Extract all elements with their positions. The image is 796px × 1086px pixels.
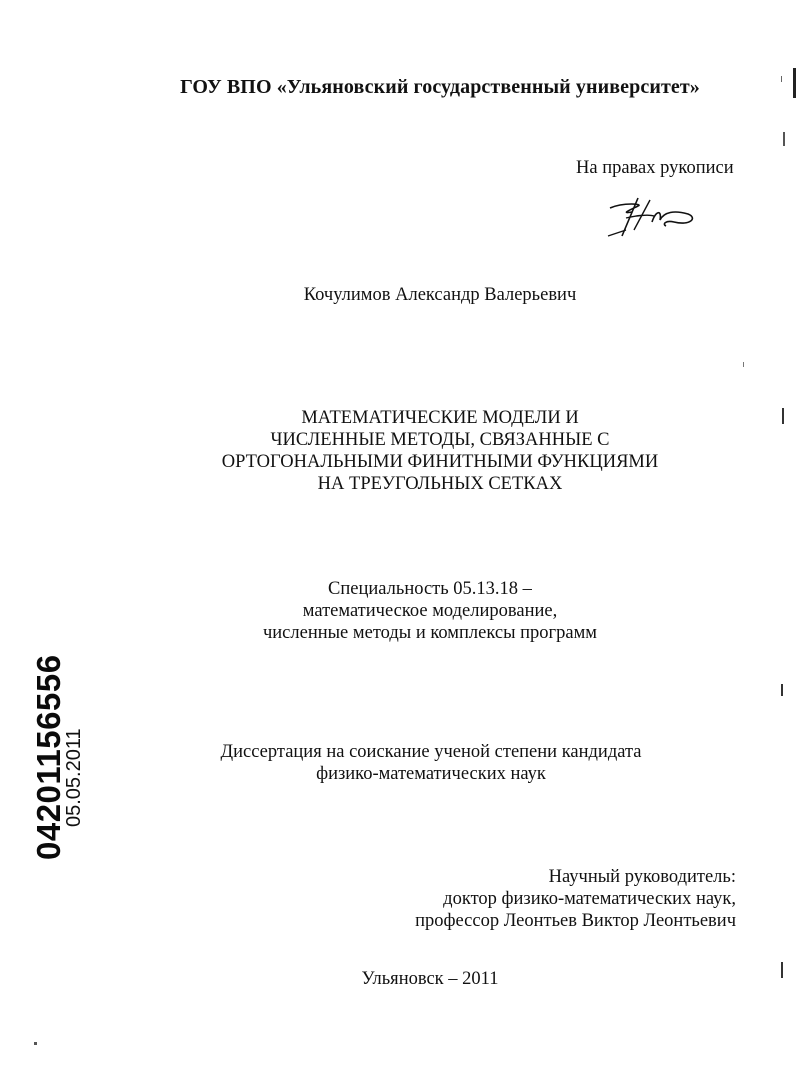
- scan-artifact: [782, 408, 784, 424]
- title-line: ОРТОГОНАЛЬНЫМИ ФИНИТНЫМИ ФУНКЦИЯМИ: [221, 452, 659, 472]
- degree-line: Диссертация на соискание ученой степени кандидата: [220, 742, 642, 762]
- supervisor-name: профессор Леонтьев Виктор Леонтьевич: [415, 911, 736, 931]
- degree-statement: [0, 741, 796, 785]
- author-name: Кочулимов Александр Валерьевич: [303, 285, 577, 305]
- supervisor-label: Научный руководитель:: [548, 867, 736, 887]
- city-year: Ульяновск – 2011: [361, 969, 499, 989]
- specialty-line: Специальность 05.13.18 –: [328, 579, 532, 599]
- scan-artifact: [781, 76, 782, 82]
- rights-note: На правах рукописи: [576, 158, 734, 178]
- scan-artifact: [783, 132, 785, 146]
- library-stamp-date: 05.05.2011: [63, 728, 85, 827]
- specialty: [0, 578, 796, 644]
- scan-artifact: [743, 362, 744, 367]
- library-stamp-number: 04201156556: [30, 654, 67, 860]
- specialty-line: математическое моделирование,: [302, 601, 558, 621]
- scan-artifact: [34, 1042, 37, 1045]
- specialty-line: численные методы и комплексы программ: [262, 623, 598, 643]
- scan-artifact: [781, 684, 783, 696]
- scan-artifact: [781, 962, 783, 978]
- dissertation-title: [0, 407, 796, 495]
- institution-name: ГОУ ВПО «Ульяновский государственный университет»: [180, 76, 700, 98]
- supervisor-degree: доктор физико-математических наук,: [443, 889, 736, 909]
- signature-icon: [604, 196, 700, 242]
- degree-line: физико-математических наук: [316, 764, 546, 784]
- title-line: МАТЕМАТИЧЕСКИЕ МОДЕЛИ И: [301, 408, 579, 428]
- title-line: НА ТРЕУГОЛЬНЫХ СЕТКАХ: [317, 474, 563, 494]
- title-line: ЧИСЛЕННЫЕ МЕТОДЫ, СВЯЗАННЫЕ С: [270, 430, 610, 450]
- supervisor: [415, 866, 736, 932]
